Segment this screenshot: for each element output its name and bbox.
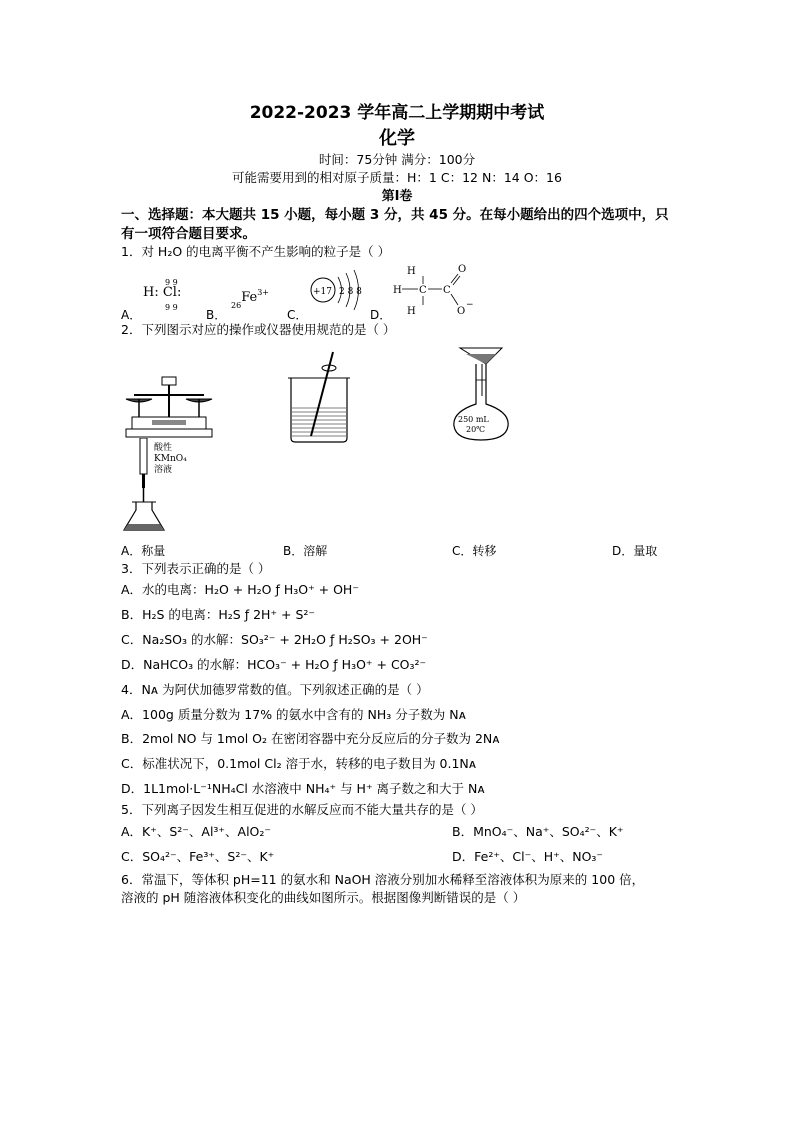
svg-text:−: −	[466, 300, 474, 310]
burette-label-1: 酸性	[154, 443, 173, 453]
svg-text:C: C	[419, 285, 427, 296]
atomic-mass-info: 可能需要用到的相对原子质量：H：1 C：12 N：14 O：16	[232, 170, 562, 185]
question-6-line-2: 溶液的 pH 随溶液体积变化的曲线如图所示。根据图像判断错误的是（ ）	[121, 890, 526, 905]
question-3-option-a: A．水的电离：H₂O + H₂O ƒ H₃O⁺ + OH⁻	[121, 582, 359, 597]
balance-scale-illustration	[122, 375, 217, 443]
question-3-option-c: C．Na₂SO₃ 的水解：SO₃²⁻ + 2H₂O ƒ H₂SO₃ + 2OH⁻	[121, 632, 428, 647]
svg-text:C: C	[443, 285, 451, 296]
option-a-formula: H: Cl:	[143, 285, 182, 300]
question-2-stem: 2．下列图示对应的操作或仪器使用规范的是（ ）	[121, 322, 396, 337]
svg-text:9 9: 9 9	[165, 278, 178, 287]
svg-text:H: H	[407, 306, 416, 317]
option-b-charge: 3+	[257, 288, 269, 297]
burette-label-2: KMnO₄	[154, 454, 187, 464]
question-4-option-c: C．标准状况下，0.1mol Cl₂ 溶于水，转移的电子数目为 0.1Nᴀ	[121, 756, 477, 771]
question-5-option-c: C．SO₄²⁻、Fe³⁺、S²⁻、K⁺	[121, 849, 275, 864]
question-4-option-a: A．100g 质量分数为 17% 的氨水中含有的 NH₃ 分子数为 Nᴀ	[121, 707, 466, 722]
burette-titration-illustration	[118, 438, 228, 538]
option-c-electron-shells: 2 8 8	[339, 287, 362, 297]
question-2-option-d: D．量取	[612, 544, 658, 558]
svg-text:H: H	[393, 285, 402, 296]
question-3-stem: 3．下列表示正确的是（ ）	[121, 561, 271, 576]
svg-text:H: H	[407, 266, 416, 277]
flask-volume-label: 250 mL	[458, 415, 489, 424]
volumetric-flask-transfer-illustration	[446, 340, 516, 445]
exam-title: 2022-2023 学年高二上学期期中考试	[249, 103, 545, 123]
section-instruction-2: 有一项符合题目要求。	[121, 226, 256, 242]
question-4-option-d: D．1L1mol·L⁻¹NH₄Cl 水溶液中 NH₄⁺ 与 H⁺ 离子数之和大于 Nᴀ	[121, 781, 485, 796]
question-3-option-b: B．H₂S 的电离：H₂S ƒ 2H⁺ + S²⁻	[121, 607, 316, 622]
question-5-option-a: A．K⁺、S²⁻、Al³⁺、AlO₂⁻	[121, 824, 271, 839]
question-1-options	[121, 264, 681, 324]
question-5-option-b: B．MnO₄⁻、Na⁺、SO₄²⁻、K⁺	[452, 824, 624, 839]
question-4-option-b: B．2mol NO 与 1mol O₂ 在密闭容器中充分反应后的分子数为 2Nᴀ	[121, 731, 500, 746]
question-1-stem: 1．对 H₂O 的电离平衡不产生影响的粒子是（ ）	[121, 244, 391, 259]
option-c-label: C．	[287, 308, 308, 322]
option-b-atomic-number: 26	[231, 301, 242, 310]
option-a-label: A．	[121, 308, 142, 322]
option-b-ion	[231, 288, 269, 310]
question-2-option-a: A．称量	[121, 544, 166, 558]
option-d-acetate-structure	[393, 262, 483, 324]
option-b-symbol: Fe	[241, 290, 258, 305]
svg-text:O: O	[457, 306, 466, 317]
question-2-option-c: C．转移	[452, 544, 497, 558]
section-instruction-1: 一、选择题：本大题共 15 小题，每小题 3 分，共 45 分。在每小题给出的四个选项中，只	[121, 207, 669, 223]
time-info: 时间：75分钟 满分：100分	[318, 152, 476, 167]
question-4-stem: 4．Nᴀ 为阿伏加德罗常数的值。下列叙述正确的是（ ）	[121, 682, 429, 697]
question-5-stem: 5．下列离子因发生相互促进的水解反应而不能大量共存的是（ ）	[121, 802, 483, 817]
question-6-line-1: 6．常温下，等体积 pH=11 的氨水和 NaOH 溶液分别加水稀释至溶液体积为原来的 100 倍，	[121, 872, 645, 887]
option-c-atomic-structure-diagram	[307, 268, 377, 314]
svg-text:O: O	[458, 264, 467, 275]
option-c-nucleus: +17	[313, 287, 332, 297]
burette-label-3: 溶液	[154, 465, 173, 475]
question-5-option-d: D．Fe²⁺、Cl⁻、H⁺、NO₃⁻	[452, 849, 604, 864]
svg-text:9 9: 9 9	[165, 303, 178, 312]
question-2-option-b: B．溶解	[283, 544, 328, 558]
beaker-stirring-illustration	[285, 350, 355, 445]
subject-title: 化学	[379, 128, 415, 149]
option-b-label: B．	[206, 308, 227, 322]
question-3-option-d: D．NaHCO₃ 的水解：HCO₃⁻ + H₂O ƒ H₃O⁺ + CO₃²⁻	[121, 657, 427, 672]
flask-temperature-label: 20℃	[466, 425, 486, 434]
option-d-label: D．	[370, 308, 392, 322]
volume-label: 第Ⅰ卷	[381, 189, 413, 204]
